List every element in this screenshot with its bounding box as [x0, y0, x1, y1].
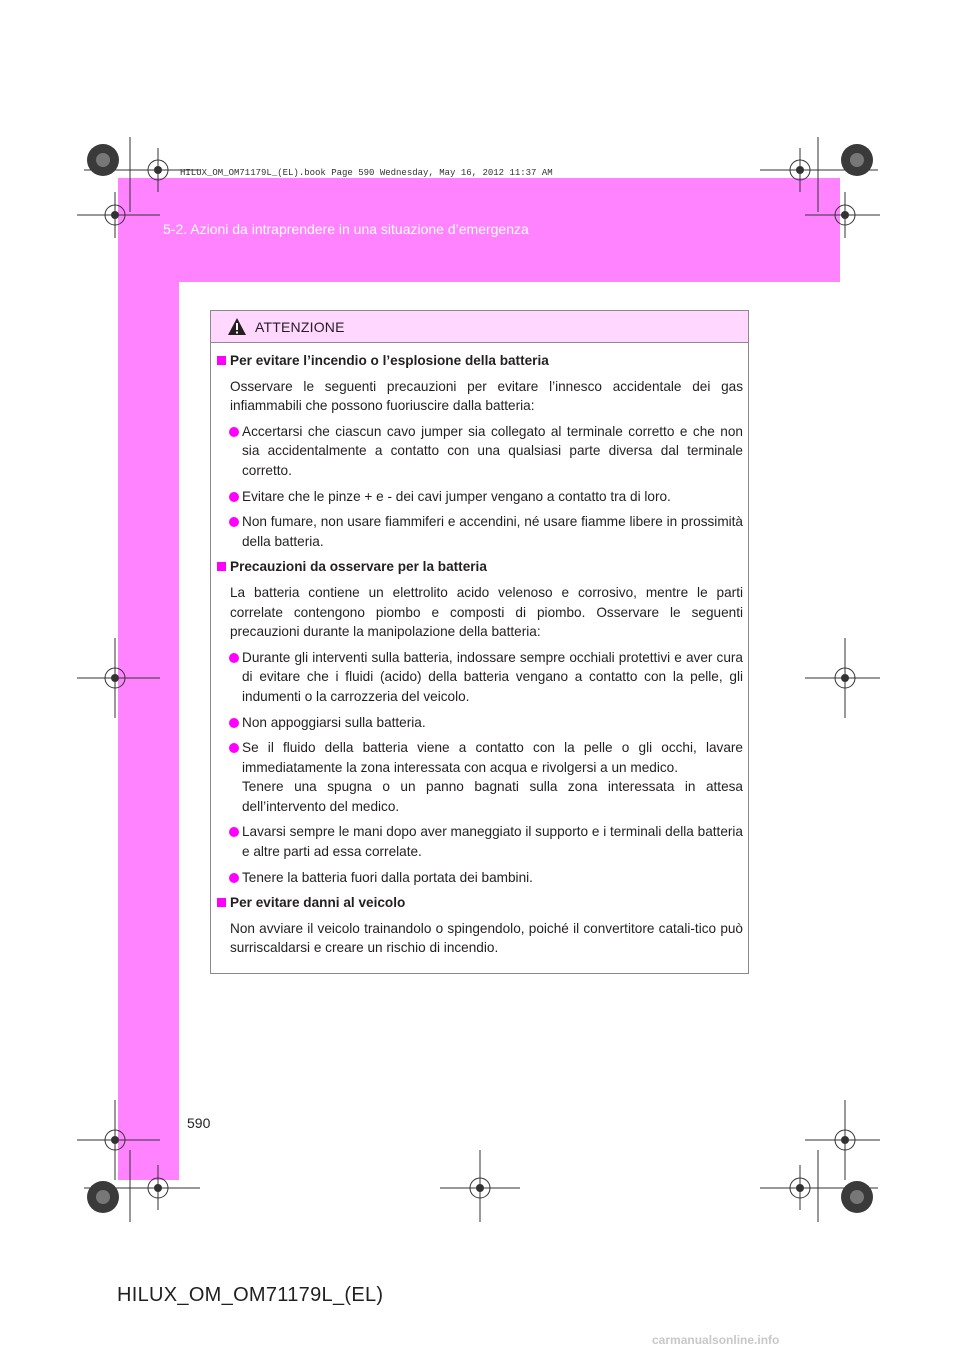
list-item: Accertarsi che ciascun cavo jumper sia collegato al terminale corretto e che non sia accidentalmente a contatto con una qualsiasi parte diversa dal terminale corretto.	[217, 422, 743, 481]
list-item-continuation: Tenere una spugna o un panno bagnati sulla zona interessata in attesa dell’intervento del medico.	[242, 779, 743, 814]
square-bullet-icon	[217, 562, 226, 571]
watermark: carmanualsonline.info	[652, 1333, 780, 1347]
circle-bullet-icon	[229, 492, 239, 502]
list-item: Se il fluido della batteria viene a contatto con la pelle o gli occhi, lavare immediatamente la zona interessata con acqua e rivolgersi a un medico. Tenere una spugna o un panno bagnati sulla zona interessata in attesa dell’intervento del medico.	[217, 738, 743, 816]
section-title: 5-2. Azioni da intraprendere in una situazione d’emergenza	[163, 221, 529, 237]
section-heading: Per evitare l’incendio o l’esplosione della batteria	[217, 351, 743, 371]
file-stamp: HILUX_OM_OM71179L_(EL).book Page 590 Wednesday, May 16, 2012 11:37 AM	[180, 168, 553, 178]
circle-bullet-icon	[229, 517, 239, 527]
list-item: Non fumare, non usare fiammiferi e accendini, né usare fiamme libere in prossimità della batteria.	[217, 512, 743, 551]
circle-bullet-icon	[229, 743, 239, 753]
section-paragraph: Osservare le seguenti precauzioni per evitare l’innesco accidentale dei gas infiammabili che possono fuoriuscire dalla batteria:	[230, 378, 743, 414]
circle-bullet-icon	[229, 873, 239, 883]
square-bullet-icon	[217, 898, 226, 907]
side-band	[118, 282, 179, 1180]
warning-triangle-icon	[227, 317, 247, 336]
section-paragraph: La batteria contiene un elettrolito acido velenoso e corrosivo, mentre le parti correlate contengono piombo e composti di piombo. Osservare le seguenti precauzioni durante la manipolazione della batteria:	[230, 584, 743, 640]
circle-bullet-icon	[229, 653, 239, 663]
list-item: Lavarsi sempre le mani dopo aver maneggiato il supporto e i terminali della batteria e altre parti ad essa correlate.	[217, 822, 743, 861]
list-item: Evitare che le pinze + e - dei cavi jumper vengano a contatto tra di loro.	[217, 487, 743, 507]
list-item: Durante gli interventi sulla batteria, indossare sempre occhiali protettivi e aver cura di evitare che i fluidi (acido) della batteria vengano a contatto con la pelle, gli indumenti o la carrozzeria del veicolo.	[217, 648, 743, 707]
square-bullet-icon	[217, 356, 226, 365]
section-paragraph: Non avviare il veicolo trainandolo o spingendolo, poiché il convertitore catali-tico può surriscaldarsi e creare un rischio di incendio.	[230, 920, 743, 956]
warning-body	[217, 351, 743, 964]
warning-header	[211, 311, 748, 343]
circle-bullet-icon	[229, 827, 239, 837]
circle-bullet-icon	[229, 718, 239, 728]
list-item: Tenere la batteria fuori dalla portata dei bambini.	[217, 868, 743, 888]
section-heading: Per evitare danni al veicolo	[217, 893, 743, 913]
circle-bullet-icon	[229, 427, 239, 437]
page-number: 590	[187, 1115, 211, 1131]
document-code: HILUX_OM_OM71179L_(EL)	[117, 1284, 384, 1306]
section-heading: Precauzioni da osservare per la batteria	[217, 557, 743, 577]
list-item: Non appoggiarsi sulla batteria.	[217, 713, 743, 733]
warning-box	[210, 310, 749, 974]
warning-title: ATTENZIONE	[255, 319, 345, 335]
